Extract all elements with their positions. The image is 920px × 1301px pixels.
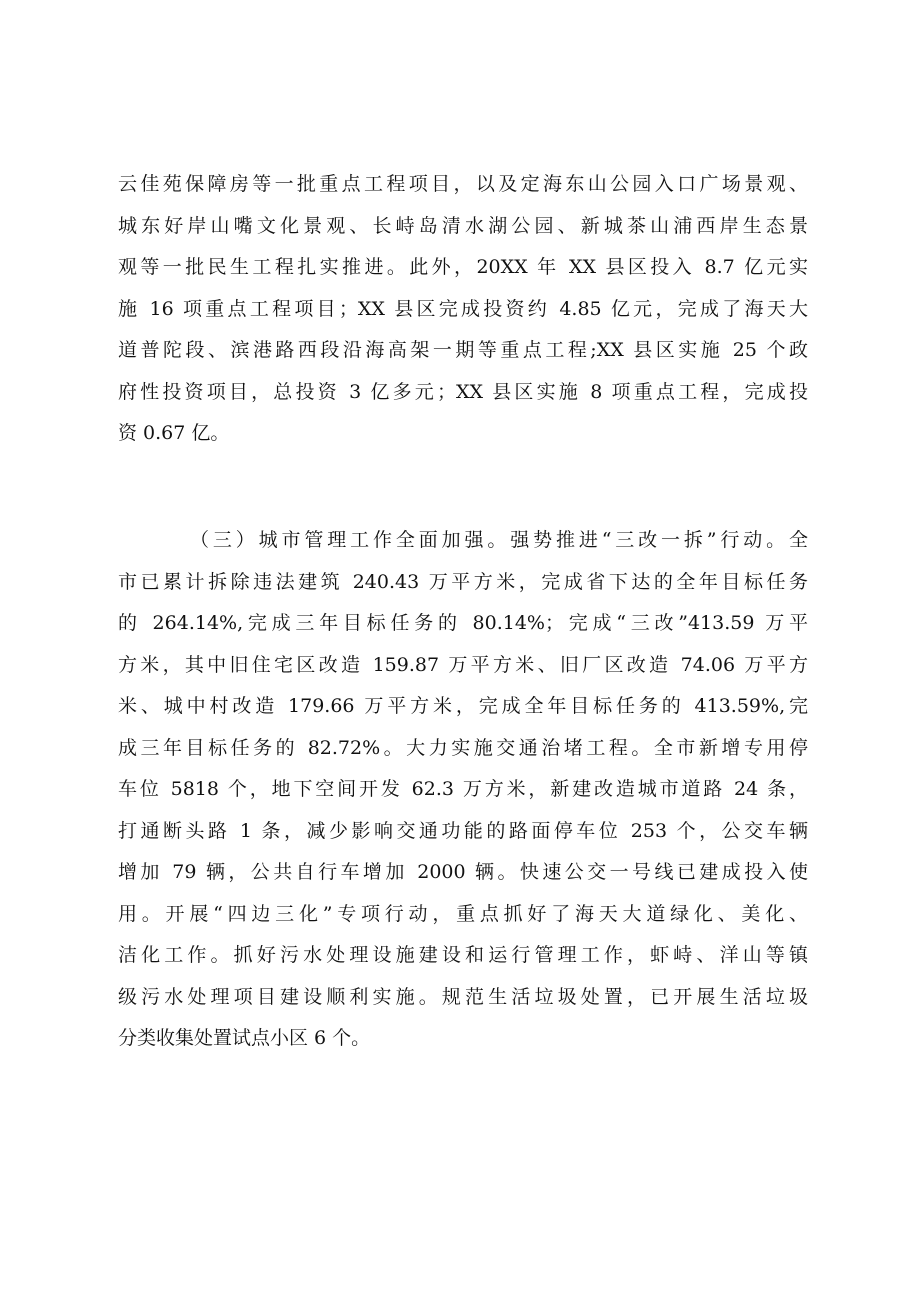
text-line: 云佳苑保障房等一批重点工程项目，以及定海东山公园入口广场景观、 (118, 173, 808, 195)
text-line: 方米，其中旧住宅区改造 159.87 万平方米、旧厂区改造 74.06 万平方 (118, 653, 808, 676)
text-line: 用。开展“四边三化”专项行动，重点抓好了海天大道绿化、美化、 (118, 902, 808, 925)
section-heading-line: （三）城市管理工作全面加强。强势推进“三改一拆”行动。全 (190, 529, 808, 551)
text-line: 道普陀段、滨港路西段沿海高架一期等重点工程;XX 县区实施 25 个政 (118, 339, 808, 361)
text-line: 城东好岸山嘴文化景观、长峙岛清水湖公园、新城茶山浦西岸生态景 (118, 214, 808, 237)
text-line: 米、城中村改造 179.66 万平方米，完成全年目标任务的 413.59%,完 (118, 695, 808, 717)
paragraph-city-management (118, 520, 808, 1060)
text-line: 洁化工作。抓好污水处理设施建设和运行管理工作，虾峙、洋山等镇 (118, 944, 808, 966)
text-line: 观等一批民生工程扎实推进。此外，20XX 年 XX 县区投入 8.7 亿元实 (118, 256, 808, 278)
text-line: 市已累计拆除违法建筑 240.43 万平方米，完成省下达的全年目标任务 (118, 570, 808, 593)
text-line: 车位 5818 个，地下空间开发 62.3 万方米，新建改造城市道路 24 条， (118, 778, 808, 800)
text-line: 府性投资项目，总投资 3 亿多元；XX 县区实施 8 项重点工程，完成投 (118, 380, 808, 403)
text-line: 增加 79 辆，公共自行车增加 2000 辆。快速公交一号线已建成投入使 (118, 861, 808, 883)
text-line: 级污水处理项目建设顺利实施。规范生活垃圾处置，已开展生活垃圾 (118, 985, 808, 1008)
paragraph-key-projects (118, 164, 808, 455)
text-line: 打通断头路 1 条，减少影响交通功能的路面停车位 253 个，公交车辆 (118, 819, 808, 842)
text-line: 资 0.67 亿。 (118, 422, 230, 444)
text-line: 成三年目标任务的 82.72%。大力实施交通治堵工程。全市新增专用停 (118, 736, 808, 759)
text-line: 分类收集处置试点小区 6 个。 (118, 1027, 371, 1049)
text-line: 的 264.14%,完成三年目标任务的 80.14%；完成“三改”413.59 万平 (118, 612, 808, 634)
text-line: 施 16 项重点工程项目；XX 县区完成投资约 4.85 亿元，完成了海天大 (118, 297, 808, 320)
